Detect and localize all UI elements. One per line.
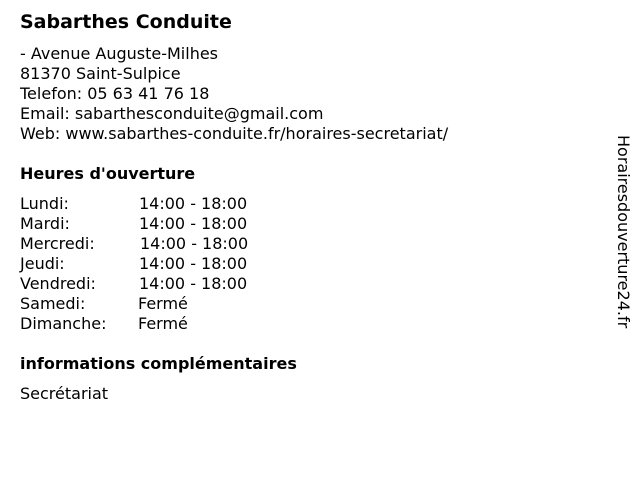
day-hours: 14:00 - 18:00 bbox=[139, 254, 248, 273]
city-address: 81370 Saint-Sulpice bbox=[20, 64, 181, 83]
day-hours: 14:00 - 18:00 bbox=[139, 194, 248, 213]
day-label: Jeudi: bbox=[20, 254, 65, 273]
day-label: Mercredi: bbox=[20, 234, 95, 253]
day-hours: Fermé bbox=[138, 314, 188, 333]
website-url: Web: www.sabarthes-conduite.fr/horaires-secretariat/ bbox=[20, 124, 449, 143]
day-label: Mardi: bbox=[20, 214, 70, 233]
street-address: - Avenue Auguste-Milhes bbox=[20, 44, 219, 63]
opening-hours-heading: Heures d'ouverture bbox=[20, 164, 196, 183]
day-label: Vendredi: bbox=[20, 274, 96, 293]
business-name: Sabarthes Conduite bbox=[20, 11, 232, 33]
additional-info-heading: informations complémentaires bbox=[20, 354, 297, 373]
phone-number: Telefon: 05 63 41 76 18 bbox=[20, 84, 210, 103]
day-hours: Fermé bbox=[138, 294, 188, 313]
day-label: Samedi: bbox=[20, 294, 86, 313]
site-watermark: Horairesdouverture24.fr bbox=[614, 135, 633, 329]
email-address: Email: sabarthesconduite@gmail.com bbox=[20, 104, 324, 123]
day-hours: 14:00 - 18:00 bbox=[139, 274, 248, 293]
day-label: Dimanche: bbox=[20, 314, 107, 333]
contact-details bbox=[20, 44, 448, 144]
additional-info-text: Secrétariat bbox=[20, 384, 109, 403]
day-hours: 14:00 - 18:00 bbox=[140, 234, 249, 253]
day-hours: 14:00 - 18:00 bbox=[139, 214, 248, 233]
day-label: Lundi: bbox=[20, 194, 69, 213]
